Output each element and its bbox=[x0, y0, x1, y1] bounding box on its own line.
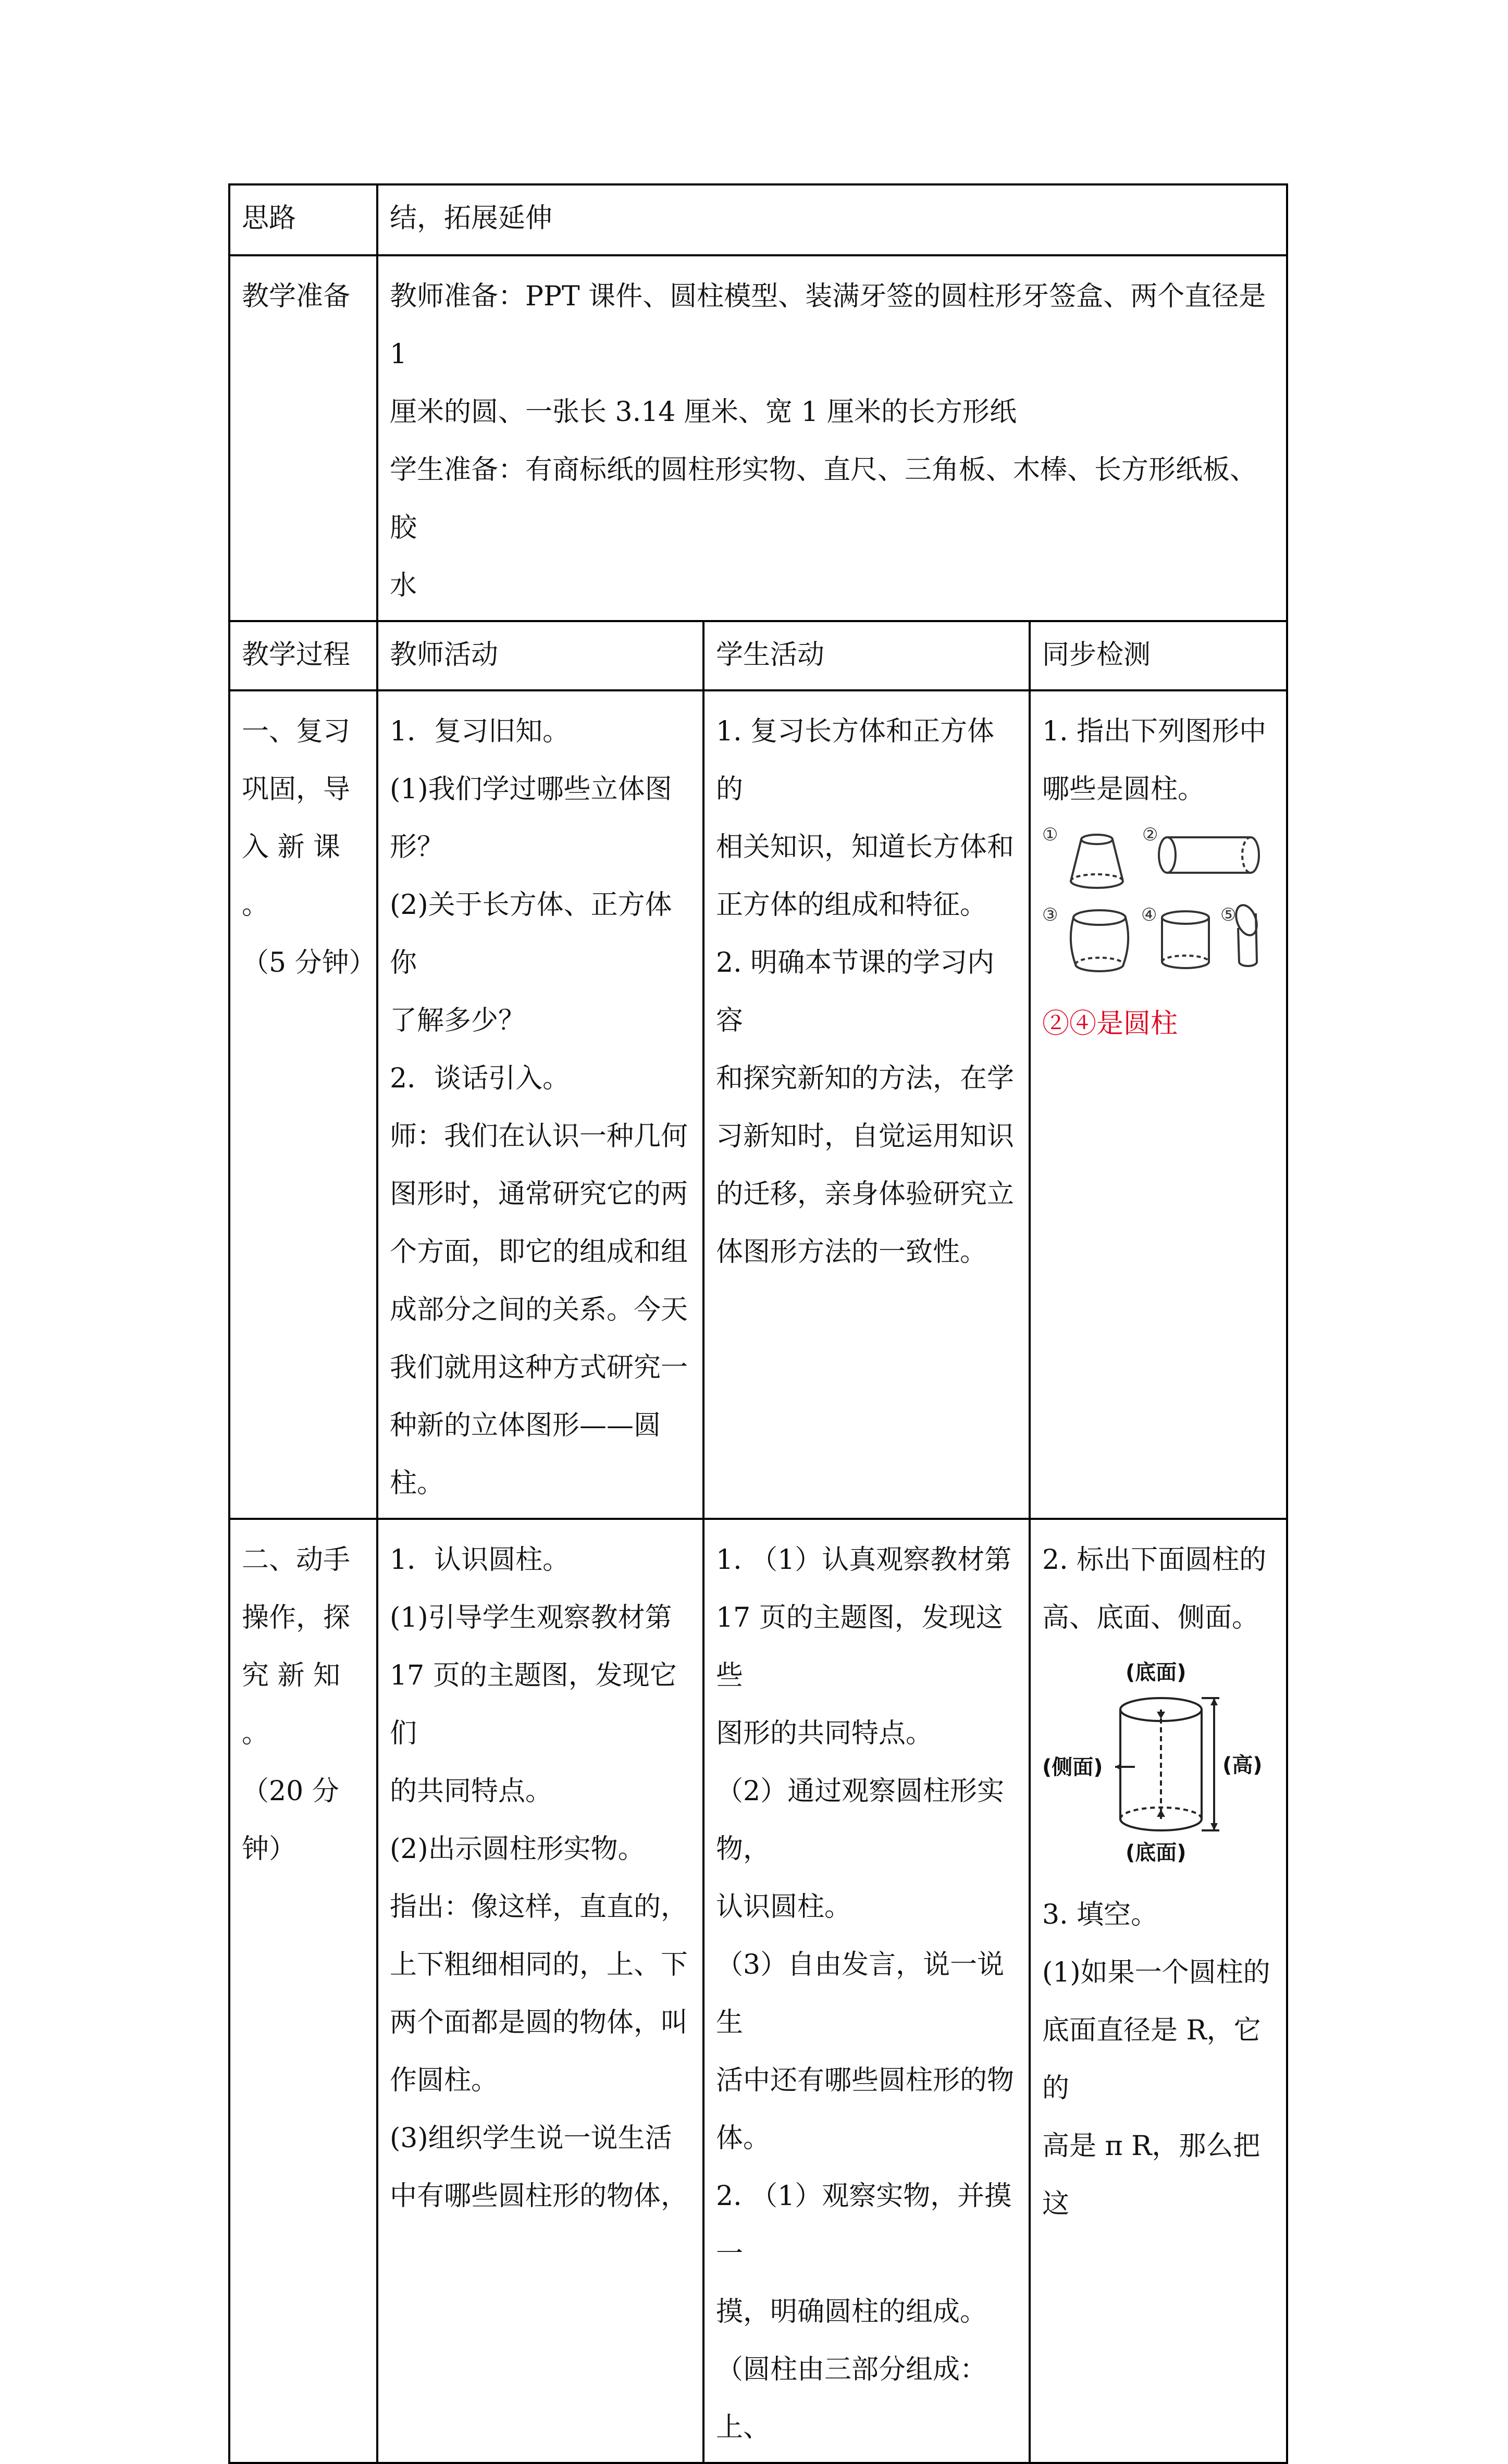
text-line: 上下粗细相同的，上、下 bbox=[390, 1949, 688, 1980]
text-line: 1. （1）认真观察教材第 bbox=[716, 1544, 1012, 1576]
text-line: 师：我们在认识一种几何 bbox=[390, 1121, 688, 1152]
text-line: (1)我们学过哪些立体图 bbox=[390, 774, 672, 805]
shapes-figure bbox=[1042, 819, 1275, 995]
text-line: 的共同特点。 bbox=[390, 1776, 553, 1807]
text-line: 的迁移，亲身体验研究立 bbox=[716, 1179, 1015, 1210]
text-line: 1. 指出下列图形中 bbox=[1042, 716, 1267, 747]
text-line: 两个面都是圆的物体，叫 bbox=[390, 2007, 688, 2038]
text-line: (2)关于长方体、正方体你 bbox=[390, 889, 672, 979]
text-line: 2. （1）观察实物，并摸一 bbox=[716, 2181, 1012, 2270]
fig-label-5: ⑤ bbox=[1220, 905, 1237, 925]
text-line: 高是 π R，那么把这 bbox=[1042, 2131, 1260, 2220]
section2-student bbox=[703, 1519, 1030, 2463]
text-line: 摸，明确圆柱的组成。 bbox=[716, 2296, 987, 2327]
fig-label-4: ④ bbox=[1141, 905, 1157, 925]
label-height: (高) bbox=[1222, 1753, 1263, 1777]
text-line: 个方面，即它的组成和组 bbox=[390, 1236, 688, 1268]
text-line: 哪些是圆柱。 bbox=[1042, 774, 1205, 805]
section2-teacher bbox=[377, 1519, 703, 2463]
text-line: 认识圆柱。 bbox=[716, 1891, 852, 1923]
text-line: 指出：像这样，直直的， bbox=[390, 1891, 688, 1923]
text-line: 2. 标出下面圆柱的 bbox=[1042, 1544, 1267, 1576]
header-check: 同步检测 bbox=[1030, 621, 1287, 690]
fig-label-1: ① bbox=[1042, 824, 1058, 845]
cylinder-figure bbox=[1042, 1647, 1275, 1886]
text-line: （2）通过观察圆柱形实物， bbox=[716, 1776, 1005, 1865]
header-process: 教学过程 bbox=[229, 621, 377, 690]
text-line: 我们就用这种方式研究一 bbox=[390, 1352, 688, 1383]
shape1-top bbox=[1081, 835, 1113, 844]
row-header bbox=[229, 621, 1287, 690]
student-prep-line-2: 水 bbox=[390, 570, 417, 601]
label-silu: 思路 bbox=[229, 184, 377, 255]
row-silu bbox=[229, 184, 1287, 255]
text-line: 作圆柱。 bbox=[390, 2065, 499, 2096]
text-line: （3）自由发言，说一说生 bbox=[716, 1949, 1005, 2038]
text-line: (1)引导学生观察教材第 bbox=[390, 1602, 672, 1633]
text-line: 1．复习旧知。 bbox=[390, 716, 570, 747]
text-line: 形？ bbox=[390, 832, 444, 863]
fig-label-3: ③ bbox=[1042, 905, 1058, 925]
text-line: 体图形方法的一致性。 bbox=[716, 1236, 987, 1268]
text-line: 2. 明确本节课的学习内容 bbox=[716, 947, 995, 1036]
student-prep-line-1: 学生准备：有商标纸的圆柱形实物、直尺、三角板、木棒、长方形纸板、胶 bbox=[390, 454, 1257, 543]
text-line: 了解多少？ bbox=[390, 1005, 526, 1036]
label-side: (侧面) bbox=[1042, 1755, 1103, 1779]
header-student: 学生活动 bbox=[703, 621, 1030, 690]
stage-line: 巩固，导 bbox=[242, 774, 351, 805]
text-line: (1)如果一个圆柱的 bbox=[1042, 1957, 1270, 1988]
stage-line: 究 新 知 。 bbox=[242, 1660, 341, 1749]
text-line: 2．谈话引入。 bbox=[390, 1063, 570, 1094]
label-prep: 教学准备 bbox=[229, 255, 377, 621]
text-line: 底面直径是 R，它的 bbox=[1042, 2015, 1261, 2104]
text-line: 图形时，通常研究它的两 bbox=[390, 1179, 688, 1210]
section1-teacher bbox=[377, 690, 703, 1519]
text-line: 种新的立体图形——圆柱。 bbox=[390, 1410, 661, 1499]
stage-line: 入 新 课 。 bbox=[242, 832, 341, 921]
text-line: 习新知时，自觉运用知识 bbox=[716, 1121, 1015, 1152]
teacher-prep-line-2: 厘米的圆、一张长 3.14 厘米、宽 1 厘米的长方形纸 bbox=[390, 397, 1017, 428]
text-line: (2)出示圆柱形实物。 bbox=[390, 1834, 645, 1865]
content-prep bbox=[377, 255, 1287, 621]
text-line: 3. 填空。 bbox=[1042, 1899, 1158, 1930]
text-line: 图形的共同特点。 bbox=[716, 1718, 933, 1749]
fig-label-2: ② bbox=[1142, 824, 1158, 845]
stage-line: 二、动手 bbox=[242, 1544, 351, 1576]
stage-line: 操作，探 bbox=[242, 1602, 351, 1633]
stage-line: （20 分钟） bbox=[242, 1776, 339, 1865]
content-silu: 结，拓展延伸 bbox=[377, 184, 1287, 255]
section1-check bbox=[1030, 690, 1287, 1519]
label-top-base: (底面) bbox=[1126, 1661, 1186, 1685]
row-section-1 bbox=[229, 690, 1287, 1519]
text-line: 体。 bbox=[716, 2123, 771, 2154]
label-bottom-base: (底面) bbox=[1126, 1841, 1186, 1865]
header-teacher: 教师活动 bbox=[377, 621, 703, 690]
text-line: 1. 复习长方体和正方体的 bbox=[716, 716, 995, 805]
text-line: 活中还有哪些圆柱形的物 bbox=[716, 2065, 1015, 2096]
answer-text: ②④是圆柱 bbox=[1042, 1008, 1178, 1039]
text-line: 正方体的组成和特征。 bbox=[716, 889, 987, 921]
text-line: （圆柱由三部分组成：上、 bbox=[716, 2354, 987, 2443]
teacher-prep-line-1: 教师准备：PPT 课件、圆柱模型、装满牙签的圆柱形牙签盒、两个直径是 1 bbox=[390, 281, 1266, 370]
text-line: 相关知识，知道长方体和 bbox=[716, 832, 1015, 863]
lesson-plan-table bbox=[228, 183, 1288, 2464]
text-line: 1．认识圆柱。 bbox=[390, 1544, 570, 1576]
row-prep bbox=[229, 255, 1287, 621]
stage-line: 一、复习 bbox=[242, 716, 351, 747]
text-line: 高、底面、侧面。 bbox=[1042, 1602, 1259, 1633]
text-line: 成部分之间的关系。今天 bbox=[390, 1294, 688, 1326]
section2-check bbox=[1030, 1519, 1287, 2463]
text-line: 17 页的主题图，发现这些 bbox=[716, 1602, 1003, 1691]
row-section-2 bbox=[229, 1519, 1287, 2463]
text-line: 中有哪些圆柱形的物体， bbox=[390, 2181, 688, 2212]
section1-student bbox=[703, 690, 1030, 1519]
stage-line: （5 分钟） bbox=[242, 947, 376, 979]
section2-stage bbox=[229, 1519, 377, 2463]
section1-stage bbox=[229, 690, 377, 1519]
text-line: 17 页的主题图，发现它们 bbox=[390, 1660, 677, 1749]
text-line: 和探究新知的方法，在学 bbox=[716, 1063, 1015, 1094]
text-line: (3)组织学生说一说生活 bbox=[390, 2123, 672, 2154]
